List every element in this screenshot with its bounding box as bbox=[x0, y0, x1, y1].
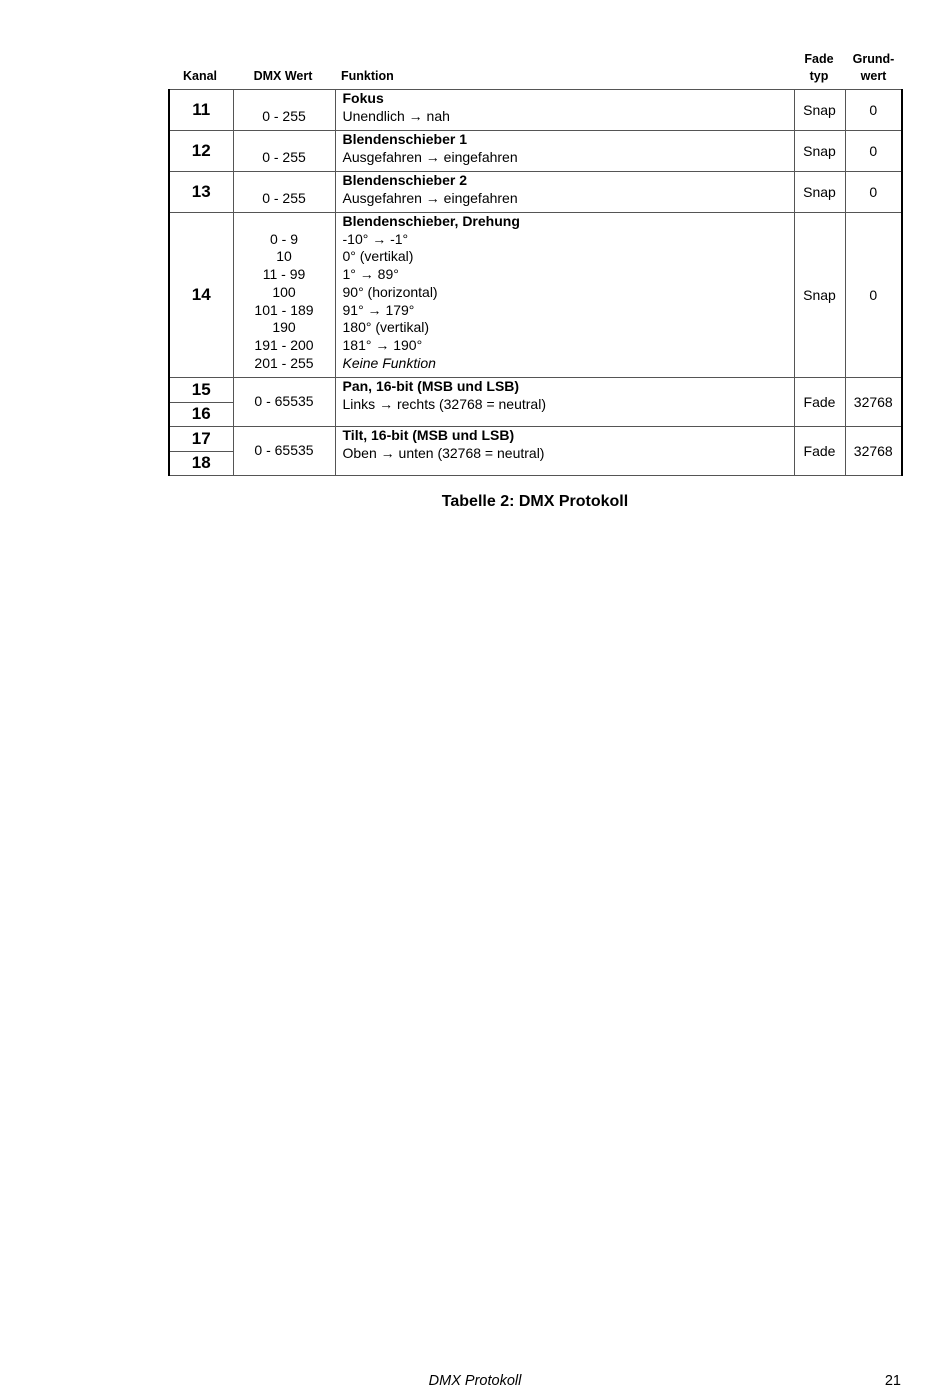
channel-number: 14 bbox=[169, 213, 233, 378]
channel-number: 15 bbox=[169, 378, 233, 403]
function-title: Blendenschieber 1 bbox=[342, 131, 467, 147]
dmx-value: 0 - 65535 bbox=[233, 427, 335, 476]
default-value: 32768 bbox=[845, 427, 902, 476]
channel-number: 16 bbox=[169, 402, 233, 427]
fade-type: Snap bbox=[794, 213, 845, 378]
dmx-value: 201 - 255 bbox=[254, 354, 314, 371]
function-cell bbox=[335, 213, 794, 378]
function-cell bbox=[335, 172, 794, 213]
dmx-value-cell bbox=[233, 131, 335, 172]
header-kanal: Kanal bbox=[182, 69, 218, 83]
page-number: 21 bbox=[884, 1373, 901, 1389]
function-title: Blendenschieber 2 bbox=[342, 172, 467, 188]
dmx-value: 10 bbox=[276, 248, 292, 265]
fade-type: Fade bbox=[794, 427, 845, 476]
fade-type: Fade bbox=[794, 378, 845, 427]
function-desc: Ausgefahren → eingefahren bbox=[342, 148, 518, 165]
default-value: 0 bbox=[845, 131, 902, 172]
function-desc: 1° → 89° bbox=[342, 266, 399, 283]
table-row bbox=[169, 172, 902, 213]
channel-number: 18 bbox=[169, 451, 233, 476]
dmx-value: 0 - 255 bbox=[262, 107, 306, 124]
header-grund-line1: Grund- bbox=[852, 52, 895, 66]
function-desc: Unendlich → nah bbox=[342, 107, 450, 124]
header-dmx-wert: DMX Wert bbox=[253, 69, 313, 83]
function-cell bbox=[335, 131, 794, 172]
function-desc: -10° → -1° bbox=[342, 230, 409, 247]
table-row bbox=[169, 427, 902, 452]
dmx-value-cell bbox=[233, 213, 335, 378]
default-value: 0 bbox=[845, 90, 902, 131]
dmx-protocol-table bbox=[168, 89, 903, 476]
header-funktion: Funktion bbox=[341, 69, 394, 83]
dmx-value-list bbox=[234, 213, 335, 372]
function-title: Blendenschieber, Drehung bbox=[342, 213, 520, 229]
function-desc: Links → rechts (32768 = neutral) bbox=[342, 395, 546, 412]
channel-number: 12 bbox=[169, 131, 233, 172]
table-caption: Tabelle 2: DMX Protokoll bbox=[441, 493, 629, 510]
function-desc: 181° → 190° bbox=[342, 336, 423, 353]
table-row bbox=[169, 90, 902, 131]
function-title: Tilt, 16-bit (MSB und LSB) bbox=[342, 427, 515, 443]
function-desc: Keine Funktion bbox=[342, 354, 436, 371]
dmx-value: 190 bbox=[272, 319, 296, 336]
function-desc: Ausgefahren → eingefahren bbox=[342, 189, 518, 206]
function-cell bbox=[335, 90, 794, 131]
table-row bbox=[169, 378, 902, 403]
channel-number: 17 bbox=[169, 427, 233, 452]
dmx-value: 0 - 9 bbox=[269, 230, 298, 247]
fade-type: Snap bbox=[794, 172, 845, 213]
table-row bbox=[169, 131, 902, 172]
column-headers bbox=[168, 48, 902, 88]
dmx-value: 0 - 255 bbox=[262, 189, 306, 206]
header-fade-line1: Fade bbox=[804, 52, 834, 66]
dmx-value-cell bbox=[233, 90, 335, 131]
default-value: 0 bbox=[845, 172, 902, 213]
function-desc: 90° (horizontal) bbox=[342, 283, 438, 300]
table-row bbox=[169, 213, 902, 378]
channel-number: 13 bbox=[169, 172, 233, 213]
dmx-value: 11 - 99 bbox=[262, 266, 306, 283]
default-value: 0 bbox=[845, 213, 902, 378]
footer-section-title: DMX Protokoll bbox=[428, 1373, 522, 1389]
function-title: Fokus bbox=[342, 90, 384, 106]
function-desc: 91° → 179° bbox=[342, 301, 415, 318]
function-desc: Oben → unten (32768 = neutral) bbox=[342, 444, 545, 461]
dmx-value: 101 - 189 bbox=[254, 301, 314, 318]
function-desc: 180° (vertikal) bbox=[342, 319, 430, 336]
dmx-value: 0 - 255 bbox=[262, 148, 306, 165]
dmx-value: 191 - 200 bbox=[254, 336, 314, 353]
header-grund-line2: wert bbox=[860, 69, 887, 83]
function-cell bbox=[335, 427, 794, 476]
function-title: Pan, 16-bit (MSB und LSB) bbox=[342, 378, 520, 394]
header-fade-typ bbox=[793, 51, 845, 85]
header-grundwert bbox=[845, 51, 902, 85]
function-cell bbox=[335, 378, 794, 427]
fade-type: Snap bbox=[794, 90, 845, 131]
default-value: 32768 bbox=[845, 378, 902, 427]
fade-type: Snap bbox=[794, 131, 845, 172]
dmx-value: 100 bbox=[272, 283, 296, 300]
function-desc: 0° (vertikal) bbox=[342, 248, 414, 265]
channel-number: 11 bbox=[169, 90, 233, 131]
header-fade-line2: typ bbox=[809, 69, 829, 83]
dmx-value-cell bbox=[233, 172, 335, 213]
dmx-value: 0 - 65535 bbox=[233, 378, 335, 427]
